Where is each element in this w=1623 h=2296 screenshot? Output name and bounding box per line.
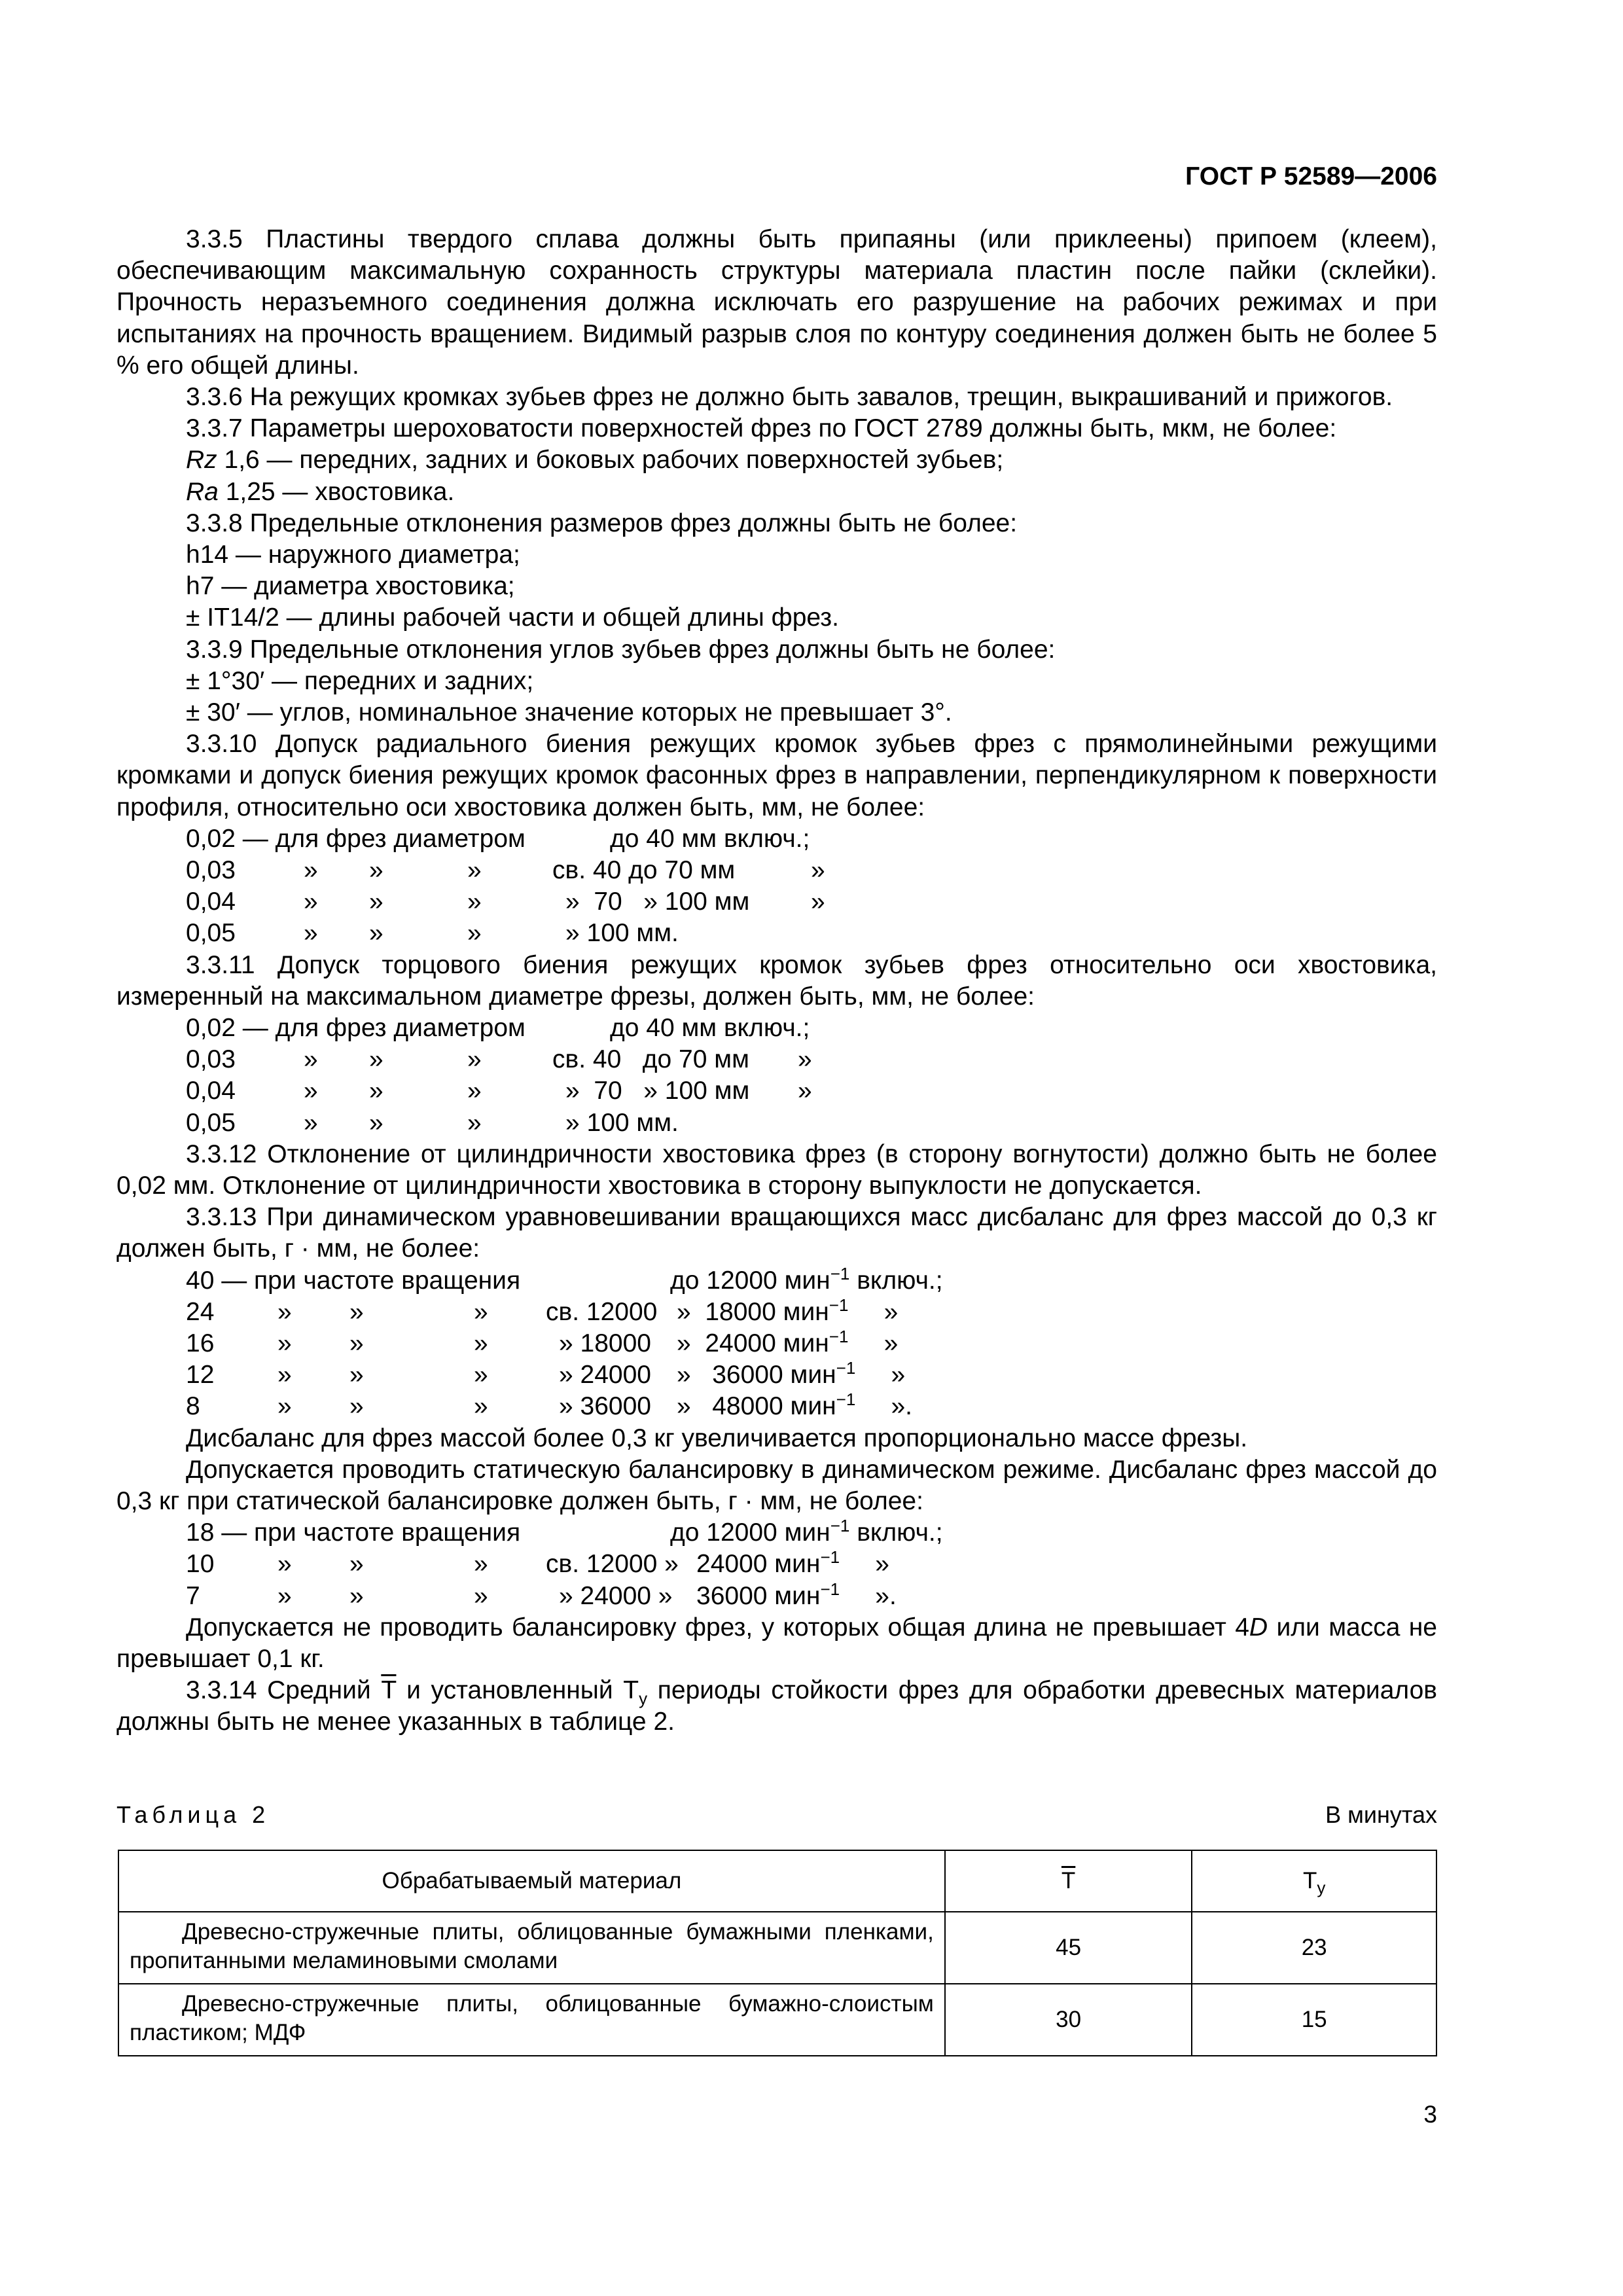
ditto-mark: »	[304, 1108, 318, 1137]
ditto-mark: »	[277, 1329, 292, 1357]
paragraph-3-3-12: 3.3.12 Отклонение от цилиндричности хвостовика фрез (в сторону вогнутости) должно быть не более 0,02 мм. Отклонение от цилиндричности хвостовика в сторону выпуклости не допускается.	[116, 1139, 1437, 1200]
runout-range: » 70 » 100 мм	[565, 1077, 750, 1105]
list-item	[186, 1581, 1437, 1612]
ditto-mark: »	[349, 1581, 364, 1610]
axial-runout-list	[116, 1013, 1437, 1139]
paragraph-3-3-5: 3.3.5 Пластины твердого сплава должны быть припаяны (или приклеены) припоем (клеем), обеспечивающим максимальную сохранность структуры материала пластин после пайки (склейки). Прочность неразъемного соединения должна исключать его разрушение на рабочих режимах и при испытаниях на прочность вращением. Видимый разрыв слоя по контуру соединения должен быть не более 5 % его общей длины.	[116, 225, 1437, 380]
ditto-mark: »	[474, 1392, 488, 1421]
paragraph-3-3-9: 3.3.9 Предельные отклонения углов зубьев фрез должны быть не более:	[186, 635, 1056, 664]
paragraph-static-balancing: Допускается проводить статическую балансировку в динамическом режиме. Дисбаланс фрез массой до 0,3 кг при статической балансировке должен быть, г · мм, не более:	[116, 1455, 1437, 1515]
list-item	[186, 1013, 1437, 1044]
runout-value: 0,05	[186, 1108, 236, 1137]
ditto-mark: »	[369, 919, 383, 948]
ditto-mark: »	[349, 1297, 364, 1326]
imbalance-value: 8	[186, 1392, 200, 1421]
ditto-mark: »	[304, 1077, 318, 1105]
speed-range: до 12000 мин$^{-1}$ включ.;	[670, 1263, 943, 1295]
ditto-mark: »	[474, 1550, 488, 1579]
imbalance-value: 40 — при частоте вращения	[186, 1266, 521, 1295]
ditto-mark: »	[369, 856, 383, 885]
paragraph-3-3-8: 3.3.8 Предельные отклонения размеров фрез должны быть не более:	[186, 509, 1018, 537]
ditto-mark: »	[349, 1392, 364, 1421]
ditto-mark: »	[349, 1329, 364, 1357]
list-item	[186, 1107, 1437, 1139]
angle-tolerance-2: ± 30′ — углов, номинальное значение которых не превышает 3°.	[186, 698, 952, 727]
imbalance-value: 7	[186, 1581, 200, 1610]
runout-range: » 70 » 100 мм	[565, 888, 750, 916]
runout-value: 0,04	[186, 888, 236, 916]
ditto-mark: »	[277, 1581, 292, 1610]
ditto-mark: »	[798, 1077, 812, 1105]
list-item	[186, 1359, 1437, 1391]
list-item	[186, 1391, 1437, 1422]
list-item	[186, 886, 1437, 918]
cell-mean-life: 45	[945, 1912, 1192, 1984]
speed-range: » 18000 мин$^{-1}$ »	[677, 1295, 899, 1326]
speed-from: » 36000	[559, 1392, 651, 1421]
table-row	[118, 1912, 1436, 1984]
runout-range: » 100 мм.	[565, 1108, 679, 1137]
cell-mean-life: 30	[945, 1984, 1192, 2056]
ditto-mark: »	[369, 1077, 383, 1105]
col-header-material: Обрабатываемый материал	[118, 1850, 945, 1912]
speed-range: » 36000 мин$^{-1}$ »	[677, 1358, 906, 1390]
ditto-mark: »	[277, 1392, 292, 1421]
speed-range: 36000 мин$^{-1}$ ».	[696, 1579, 897, 1610]
cell-set-life: 23	[1192, 1912, 1436, 1984]
cell-material: Древесно-стружечные плиты, облицованные бумажными пленками, пропитанными меламиновыми смолами	[118, 1912, 945, 1984]
runout-value: 0,02 — для фрез диаметром	[186, 824, 526, 853]
tolerance-h14: h14 — наружного диаметра;	[186, 541, 520, 569]
col-header-set-life: $T_у$	[1192, 1850, 1436, 1912]
ditto-mark: »	[369, 888, 383, 916]
list-item	[186, 1265, 1437, 1297]
cell-material: Древесно-стружечные плиты, облицованные бумажно-слоистым пластиком; МДФ	[118, 1984, 945, 2056]
ditto-mark: »	[369, 1045, 383, 1074]
imbalance-value: 10	[186, 1550, 215, 1579]
paragraph-3-3-7: 3.3.7 Параметры шероховатости поверхностей фрез по ГОСТ 2789 должны быть, мкм, не более:	[186, 414, 1337, 443]
ditto-mark: »	[304, 856, 318, 885]
speed-from: » 24000	[559, 1361, 651, 1390]
paragraph-balancing-exemption: Допускается не проводить балансировку фрез, у которых общая длина не превышает 4D или масса не превышает 0,1 кг.	[116, 1613, 1437, 1673]
angle-tolerance-1: ± 1°30′ — передних и задних;	[186, 666, 534, 695]
list-item	[186, 1328, 1437, 1359]
imbalance-value: 16	[186, 1329, 215, 1357]
table-caption: Таблица 2	[116, 1801, 270, 1828]
imbalance-value: 24	[186, 1297, 215, 1326]
ditto-mark: »	[474, 1361, 488, 1390]
ditto-mark: »	[277, 1550, 292, 1579]
runout-value: 0,05	[186, 919, 236, 948]
speed-range: 24000 мин$^{-1}$ »	[696, 1547, 889, 1579]
document-header: ГОСТ Р 52589—2006	[1185, 162, 1437, 190]
radial-runout-list	[116, 823, 1437, 950]
imbalance-value: 12	[186, 1361, 215, 1390]
ditto-mark: »	[798, 1045, 812, 1074]
ditto-mark: »	[467, 919, 482, 948]
table-row	[118, 1984, 1436, 2056]
speed-range: » 48000 мин$^{-1}$ ».	[677, 1390, 912, 1421]
tolerance-h7: h7 — диаметра хвостовика;	[186, 572, 515, 601]
page-number: 3	[1423, 2101, 1437, 2128]
ditto-mark: »	[474, 1329, 488, 1357]
speed-from: » 18000	[559, 1329, 651, 1357]
speed-from: св. 12000	[546, 1297, 658, 1326]
paragraph-3-3-10: 3.3.10 Допуск радиального биения режущих кромок зубьев фрез с прямолинейными режущими кромками и допуск биения режущих кромок фасонных фрез в направлении, перпендикулярном к поверхности профиля, относительно оси хвостовика должен быть, мм, не более:	[116, 730, 1437, 821]
document-body	[116, 224, 1437, 1738]
ditto-mark: »	[467, 1077, 482, 1105]
paragraph-3-3-13: 3.3.13 При динамическом уравновешивании вращающихся масс дисбаланс для фрез массой до 0,3 кг должен быть, г · мм, не более:	[116, 1203, 1437, 1263]
list-item	[186, 1517, 1437, 1549]
list-item	[186, 1075, 1437, 1107]
static-balance-list	[116, 1517, 1437, 1612]
ditto-mark: »	[474, 1297, 488, 1326]
runout-value: 0,02 — для фрез диаметром	[186, 1014, 526, 1043]
ditto-mark: »	[467, 856, 482, 885]
ditto-mark: »	[277, 1297, 292, 1326]
runout-value: 0,03	[186, 856, 236, 885]
runout-range: св. 40 до 70 мм	[552, 1045, 749, 1074]
ditto-mark: »	[811, 856, 825, 885]
speed-range: » 24000 мин$^{-1}$ »	[677, 1326, 899, 1357]
speed-from: св. 12000 »	[546, 1550, 679, 1579]
paragraph-3-3-11: 3.3.11 Допуск торцового биения режущих кромок зубьев фрез относительно оси хвостовика, измеренный на максимальном диаметре фрезы, должен быть, мм, не более:	[116, 950, 1437, 1011]
list-item	[186, 855, 1437, 886]
ditto-mark: »	[467, 888, 482, 916]
table-header-row	[118, 1850, 1436, 1912]
list-item	[186, 1297, 1437, 1328]
speed-range: до 12000 мин$^{-1}$ включ.;	[670, 1516, 943, 1547]
tool-life-table	[118, 1850, 1437, 2056]
runout-range: до 40 мм включ.;	[610, 824, 810, 853]
list-item	[186, 1549, 1437, 1580]
ditto-mark: »	[349, 1361, 364, 1390]
runout-range: » 100 мм.	[565, 919, 679, 948]
cell-set-life: 15	[1192, 1984, 1436, 2056]
runout-value: 0,03	[186, 1045, 236, 1074]
runout-range: св. 40 до 70 мм	[552, 856, 736, 885]
roughness-rz: Rz 1,6 — передних, задних и боковых рабочих поверхностей зубьев;	[186, 446, 1004, 475]
paragraph-3-3-6: 3.3.6 На режущих кромках зубьев фрез не должно быть завалов, трещин, выкрашиваний и прижогов.	[186, 383, 1393, 412]
ditto-mark: »	[304, 919, 318, 948]
dynamic-balance-list	[116, 1265, 1437, 1423]
ditto-mark: »	[277, 1361, 292, 1390]
ditto-mark: »	[369, 1108, 383, 1137]
paragraph-3-3-14: 3.3.14 Средний $\overline{T}$ и установленный $T_у$ периоды стойкости фрез для обработки древесных материалов должны быть не менее указанных в таблице 2.	[116, 1676, 1438, 1736]
ditto-mark: »	[349, 1550, 364, 1579]
roughness-ra: Ra 1,25 — хвостовика.	[186, 477, 455, 506]
list-item	[186, 823, 1437, 855]
col-header-mean-life: $\overline{T}$	[945, 1850, 1192, 1912]
imbalance-value: 18 — при частоте вращения	[186, 1518, 521, 1547]
runout-range: до 40 мм включ.;	[610, 1014, 810, 1043]
ditto-mark: »	[304, 888, 318, 916]
ditto-mark: »	[467, 1045, 482, 1074]
runout-value: 0,04	[186, 1077, 236, 1105]
list-item	[186, 918, 1437, 949]
ditto-mark: »	[304, 1045, 318, 1074]
table-units: В минутах	[1325, 1801, 1437, 1828]
ditto-mark: »	[474, 1581, 488, 1610]
tolerance-it14: ± IT14/2 — длины рабочей части и общей длины фрез.	[186, 603, 839, 632]
ditto-mark: »	[811, 888, 825, 916]
paragraph-imbalance-increase: Дисбаланс для фрез массой более 0,3 кг увеличивается пропорционально массе фрезы.	[186, 1424, 1248, 1452]
list-item	[186, 1044, 1437, 1075]
speed-from: » 24000 »	[559, 1581, 673, 1610]
ditto-mark: »	[467, 1108, 482, 1137]
